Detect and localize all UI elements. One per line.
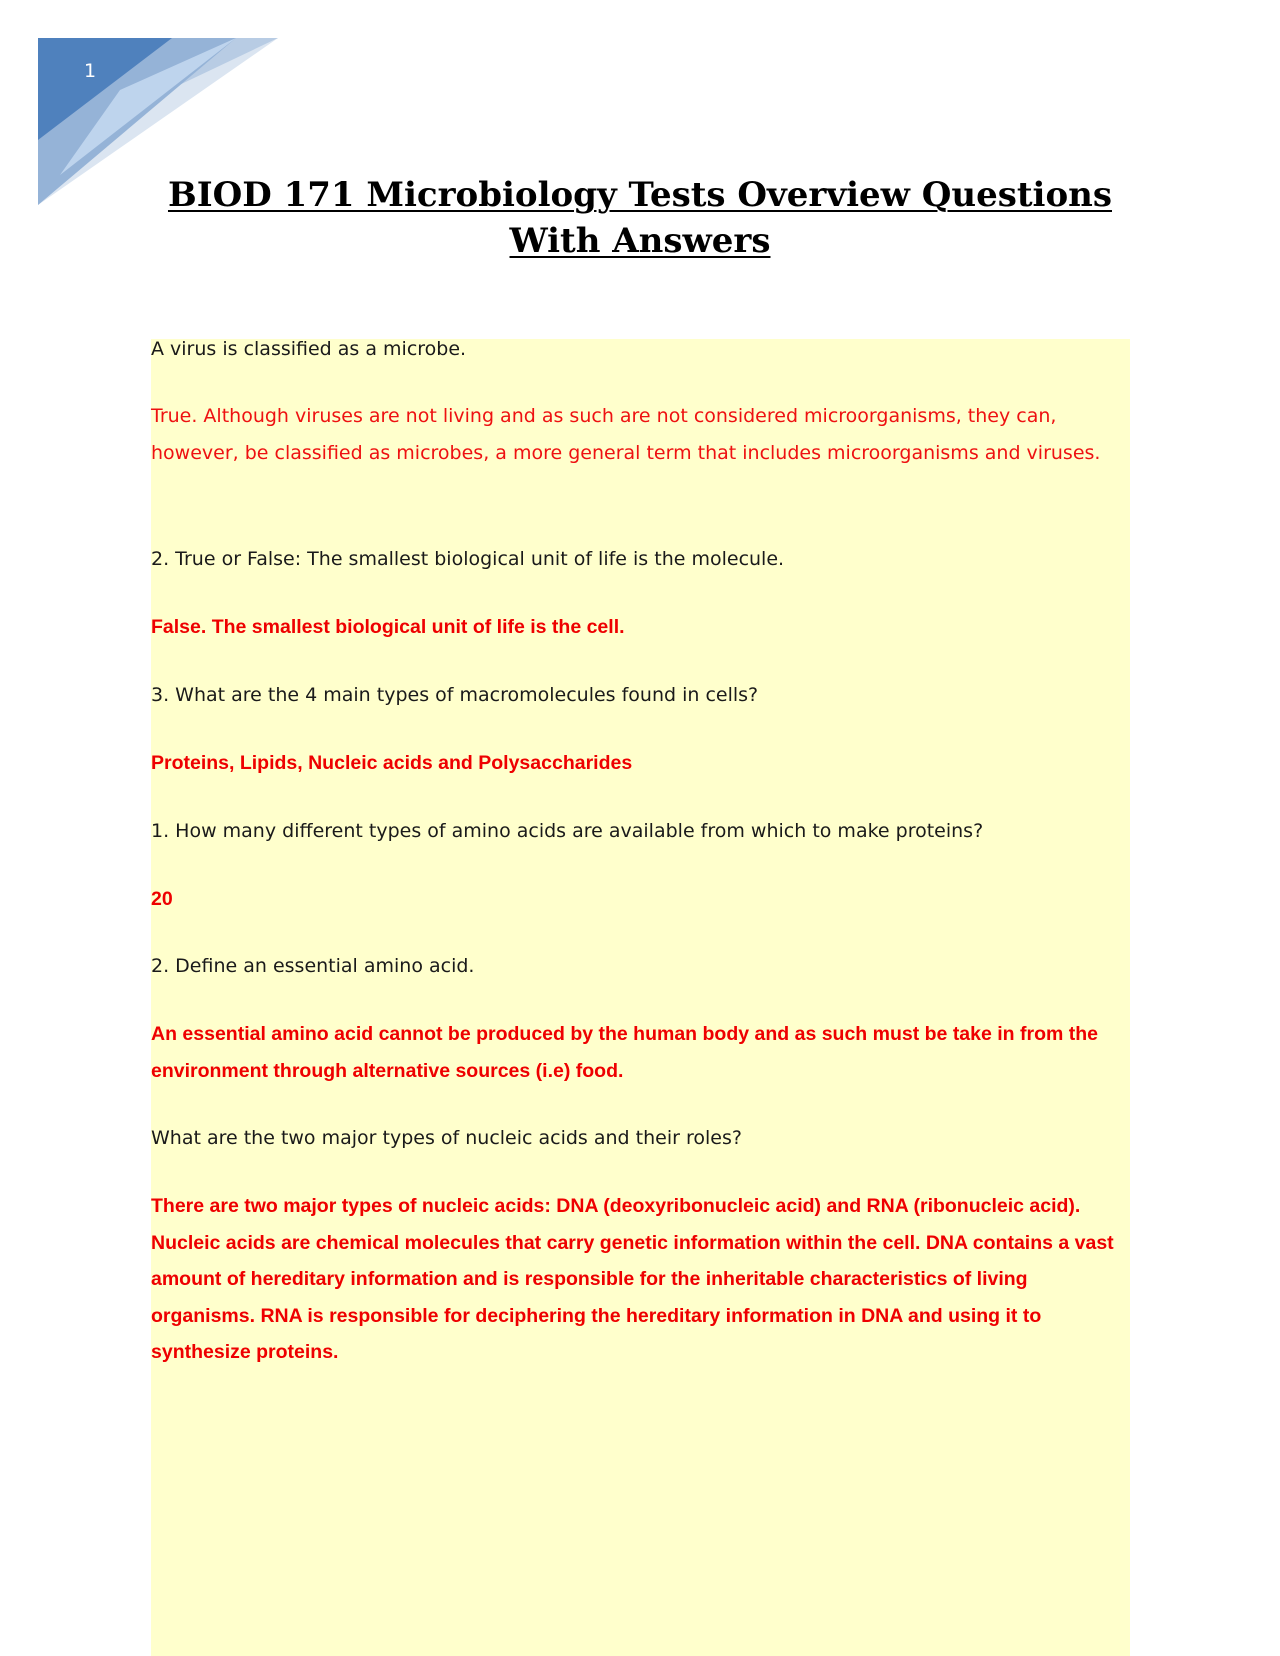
question-1: A virus is classified as a microbe. bbox=[151, 338, 467, 360]
answer-2: False. The smallest biological unit of life is the cell. bbox=[151, 616, 625, 638]
document-title: BIOD 171 Microbiology Tests Overview Questions With Answers bbox=[167, 175, 1112, 261]
question-5: 2. Define an essential amino acid. bbox=[151, 955, 475, 977]
answer-1: True. Although viruses are not living and as such are not considered microorganisms, they can, however, be classified as microbes, a more general term that includes microorganisms and viruses. bbox=[151, 405, 1101, 464]
answer-5: An essential amino acid cannot be produced by the human body and as such must be take in from the environment through alternative sources (i.e) food. bbox=[151, 1023, 1099, 1082]
page-number: 1 bbox=[84, 60, 97, 82]
answer-3: Proteins, Lipids, Nucleic acids and Polysaccharides bbox=[151, 752, 633, 774]
highlighted-content bbox=[151, 339, 1130, 1656]
question-4: 1. How many different types of amino acids are available from which to make proteins? bbox=[151, 820, 984, 842]
answer-4: 20 bbox=[151, 888, 173, 910]
question-2: 2. True or False: The smallest biological unit of life is the molecule. bbox=[151, 548, 785, 570]
answer-6: There are two major types of nucleic acids: DNA (deoxyribonucleic acid) and RNA (ribonucleic acid). Nucleic acids are chemical molecules that carry genetic information within the cell. DNA contains a vast amount of hereditary information and is responsible for the inheritable characteristics of living organisms. RNA is responsible for deciphering the hereditary information in DNA and using it to synthesize proteins. bbox=[151, 1195, 1114, 1363]
question-6: What are the two major types of nucleic acids and their roles? bbox=[151, 1127, 742, 1149]
question-3: 3. What are the 4 main types of macromolecules found in cells? bbox=[151, 684, 759, 706]
